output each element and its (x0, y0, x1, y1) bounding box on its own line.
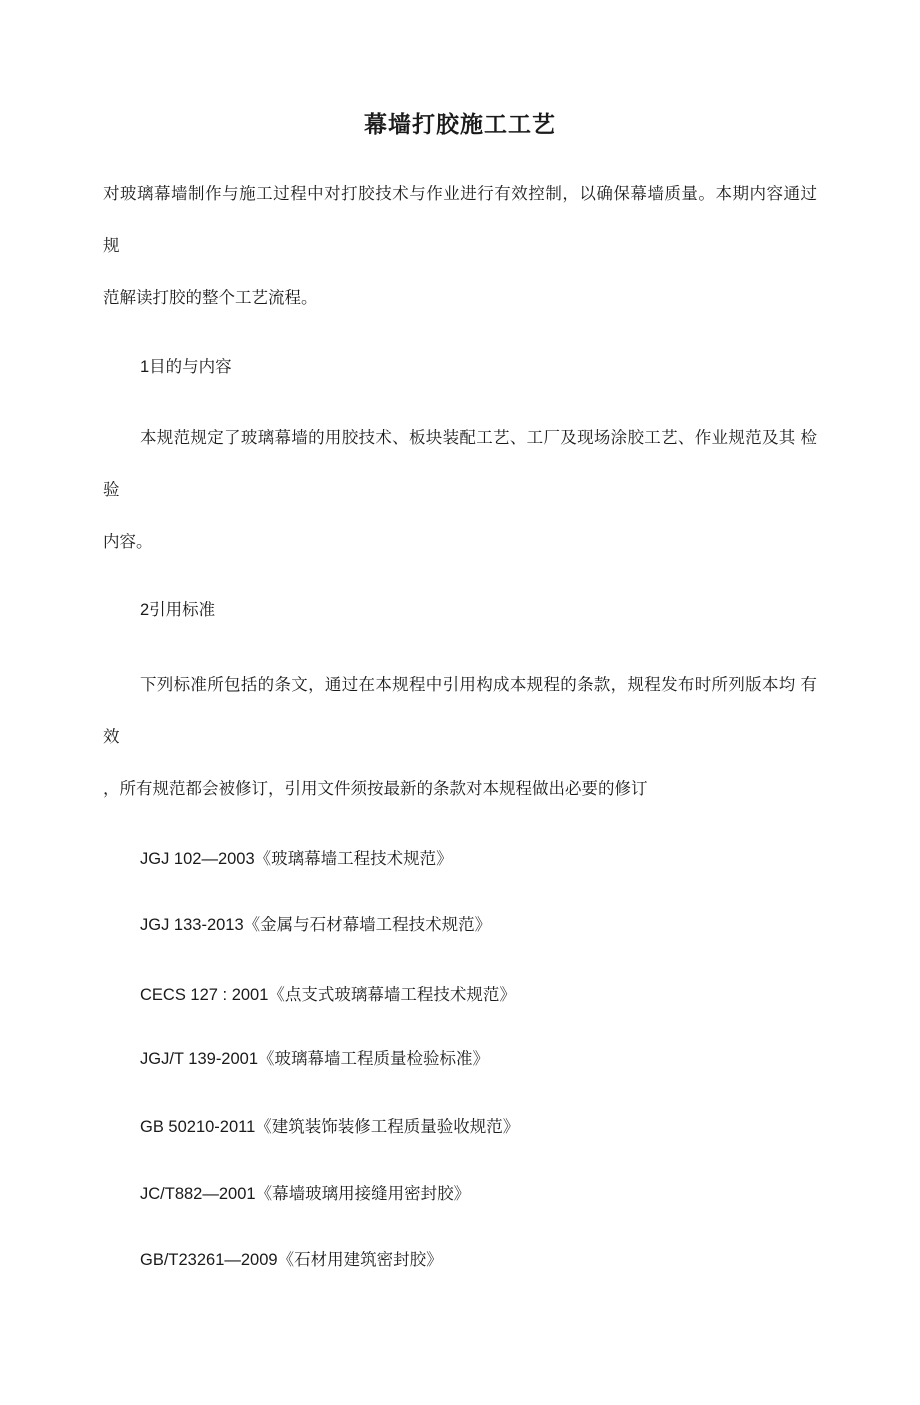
document-title-text: 幕墙打胶施工工艺 (364, 111, 556, 137)
document-title (103, 104, 817, 144)
reference-item: GB 50210-2011《建筑装饰装修工程质量验收规范》 (140, 1118, 520, 1136)
section-1-paragraph-line: 内容。 (103, 533, 153, 551)
reference-item: JGJ 102—2003《玻璃幕墙工程技术规范》 (140, 850, 453, 868)
reference-item: JC/T882—2001《幕墙玻璃用接缝用密封胶》 (140, 1185, 471, 1203)
section-2-paragraph-line: 下列标准所包括的条文，通过在本规程中引用构成本规程的条款，规程发布时所列版本均 有效 (103, 676, 817, 746)
reference-item: JGJ 133-2013《金属与石材幕墙工程技术规范》 (140, 916, 492, 934)
reference-item: GB/T23261—2009《石材用建筑密封胶》 (140, 1251, 443, 1269)
document-page (0, 104, 920, 1405)
intro-paragraph-line: 范解读打胶的整个工艺流程。 (103, 289, 318, 307)
section-1-paragraph-line: 本规范规定了玻璃幕墙的用胶技术、板块装配工艺、工厂及现场涂胶工艺、作业规范及其 检验 (103, 429, 817, 499)
intro-paragraph-line: 对玻璃幕墙制作与施工过程中对打胶技术与作业进行有效控制，以确保幕墙质量。本期内容通过 规 (103, 185, 822, 255)
section-2-paragraph-line: ，所有规范都会被修订，引用文件须按最新的条款对本规程做出必要的修订 (103, 780, 648, 798)
reference-item: JGJ/T 139-2001《玻璃幕墙工程质量检验标准》 (140, 1050, 490, 1068)
section-2-heading: 2引用标准 (140, 601, 216, 619)
section-1-heading: 1目的与内容 (140, 358, 232, 376)
reference-item: CECS 127 : 2001《点支式玻璃幕墙工程技术规范》 (140, 986, 516, 1004)
